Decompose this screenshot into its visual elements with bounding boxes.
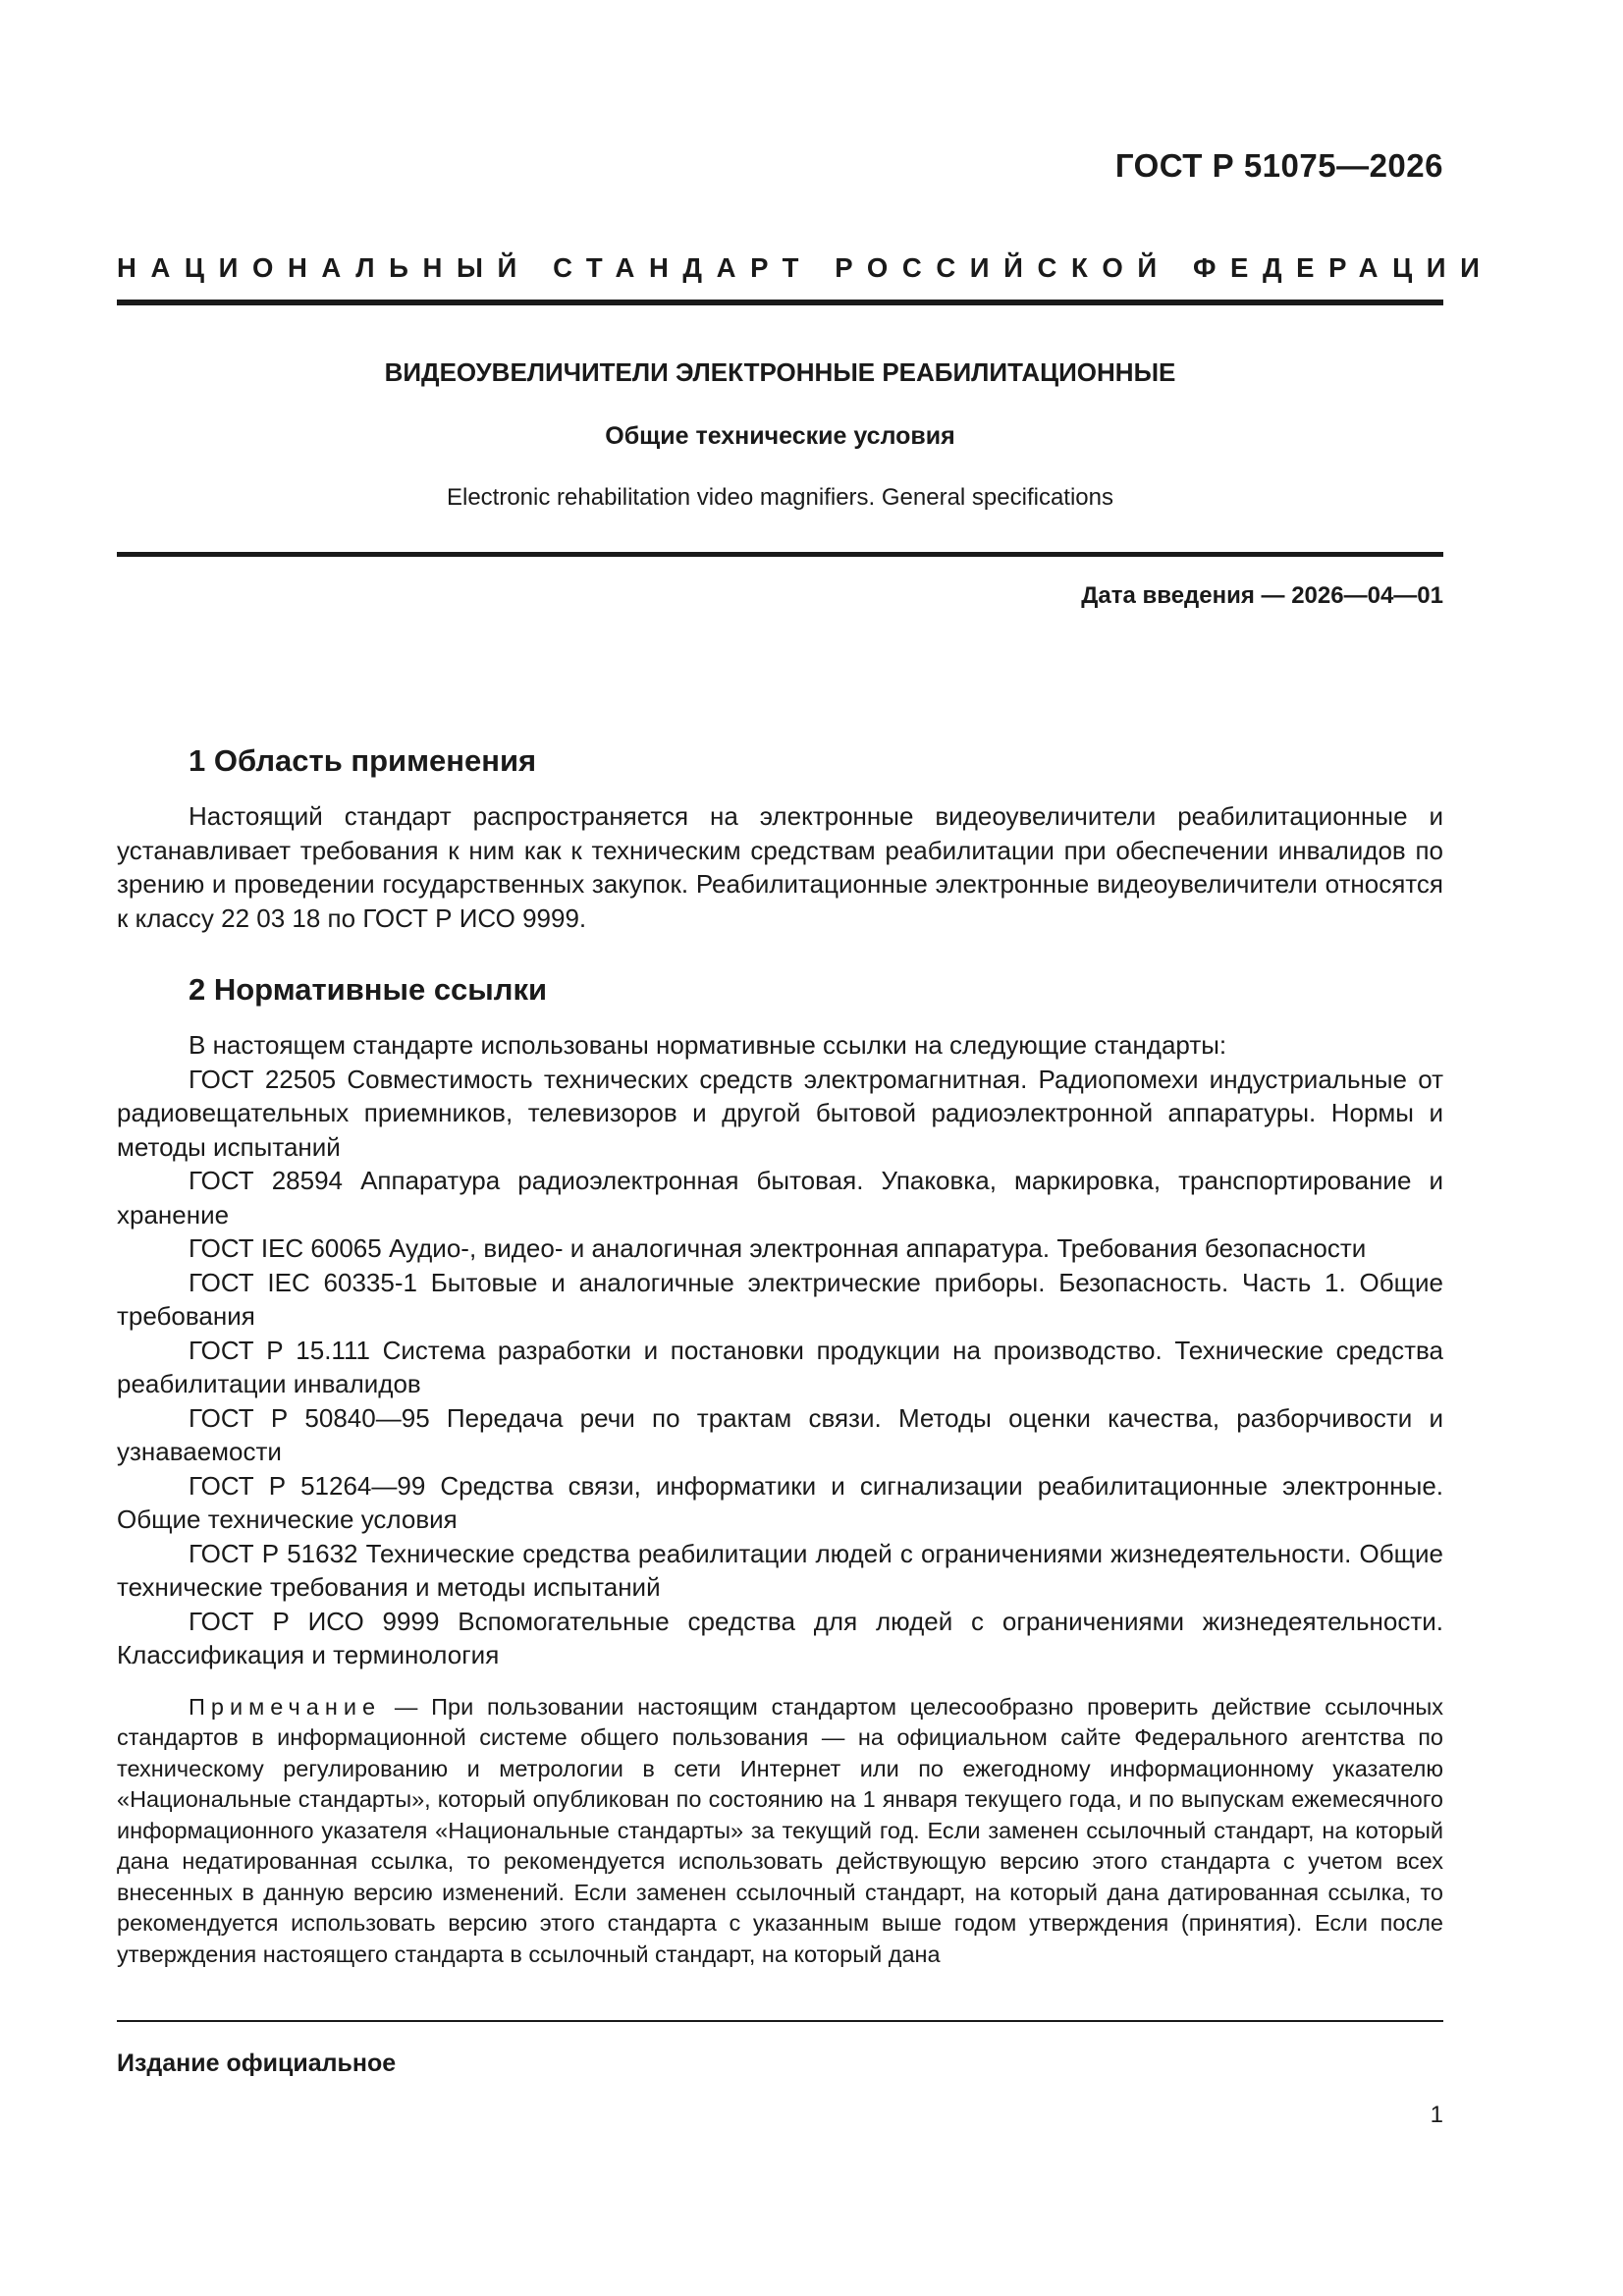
reference-item: ГОСТ IEC 60335-1 Бытовые и аналогичные электрические приборы. Безопасность. Часть 1. Общие требования xyxy=(117,1267,1443,1331)
footer-rule xyxy=(117,2020,1443,2022)
reference-item: ГОСТ Р ИСО 9999 Вспомогательные средства для людей с ограничениями жизнедеятельности. Классификация и терминология xyxy=(117,1606,1443,1669)
reference-item: ГОСТ Р 51264—99 Средства связи, информатики и сигнализации реабилитационные электронные. Общие технические условия xyxy=(117,1470,1443,1534)
section-scope xyxy=(117,741,1443,935)
section-normative-references xyxy=(117,970,1443,1970)
scope-paragraph: Настоящий стандарт распространяется на электронные видеоувеличители реабилитационные и устанавливает требования к ним как к техническим средствам реабилитации при обеспечении инвалидов по зрению и проведении государственных закупок. Реабилитационные электронные видеоувеличители относятся к классу 22 03 18 по ГОСТ Р ИСО 9999. xyxy=(117,801,1443,933)
document-title-english: Electronic rehabilitation video magnifiers. General specifications xyxy=(446,484,1113,511)
official-edition-label: Издание официальное xyxy=(117,2050,397,2077)
header-rule-top xyxy=(117,300,1443,305)
references-note xyxy=(117,1692,1443,1971)
note-text: — При пользовании настоящим стандартом целесообразно проверить действие ссылочных стандартов в информационной системе общего пользования — на официальном сайте Федерального агентства по техническому регулированию и метрологии в сети Интернет или по ежегодному информационному указателю «Национальные стандарты», который опубликован по состоянию на 1 января текущего года, и по выпускам ежемесячного информационного указателя «Национальные стандарты» за текущий год. Если заменен ссылочный стандарт, на который дана недатированная ссылка, то рекомендуется использовать действующую версию этого стандарта с учетом всех внесенных в данную версию изменений. Если заменен ссылочный стандарт, на который дана датированная ссылка, то рекомендуется использовать версию этого стандарта с указанным выше годом утверждения (принятия). Если после утверждения настоящего стандарта в ссылочный стандарт, на который дана xyxy=(117,1693,1443,1967)
reference-item: ГОСТ Р 15.111 Система разработки и постановки продукции на производство. Технические средства реабилитации инвалидов xyxy=(117,1335,1443,1398)
header-rule-bottom xyxy=(117,552,1443,557)
national-standard-banner: НАЦИОНАЛЬНЫЙ СТАНДАРТ РОССИЙСКОЙ ФЕДЕРАЦИИ xyxy=(117,252,1494,283)
standard-designation: ГОСТ Р 51075—2026 xyxy=(1114,147,1443,184)
introduction-date: Дата введения — 2026—04—01 xyxy=(1081,582,1443,609)
references-intro: В настоящем стандарте использованы нормативные ссылки на следующие стандарты: xyxy=(189,1030,1227,1060)
section-heading-scope: 1 Область применения xyxy=(189,743,537,778)
reference-item: ГОСТ 28594 Аппаратура радиоэлектронная бытовая. Упаковка, маркировка, транспортирование и хранение xyxy=(117,1166,1443,1230)
reference-item: ГОСТ Р 51632 Технические средства реабилитации людей с ограничениями жизнедеятельности. Общие технические требования и методы испытаний xyxy=(117,1538,1443,1602)
reference-item: ГОСТ Р 50840—95 Передача речи по трактам связи. Методы оценки качества, разборчивости и узнаваемости xyxy=(117,1402,1443,1466)
section-heading-references: 2 Нормативные ссылки xyxy=(189,972,548,1007)
reference-item: ГОСТ 22505 Совместимость технических средств электромагнитная. Радиопомехи индустриальные от радиовещательных приемников, телевизоров и другой бытовой радиоэлектронной аппаратуры. Нормы и методы испытаний xyxy=(117,1064,1443,1162)
reference-item: ГОСТ IEC 60065 Аудио-, видео- и аналогичная электронная аппаратура. Требования безопасности xyxy=(189,1233,1367,1263)
main-content xyxy=(117,741,1443,1970)
note-label: Примечание xyxy=(189,1693,382,1720)
document-subtitle: Общие технические условия xyxy=(605,422,955,450)
page-number: 1 xyxy=(1430,2102,1443,2128)
document-title: ВИДЕОУВЕЛИЧИТЕЛИ ЭЛЕКТРОННЫЕ РЕАБИЛИТАЦИОННЫЕ xyxy=(384,357,1176,387)
